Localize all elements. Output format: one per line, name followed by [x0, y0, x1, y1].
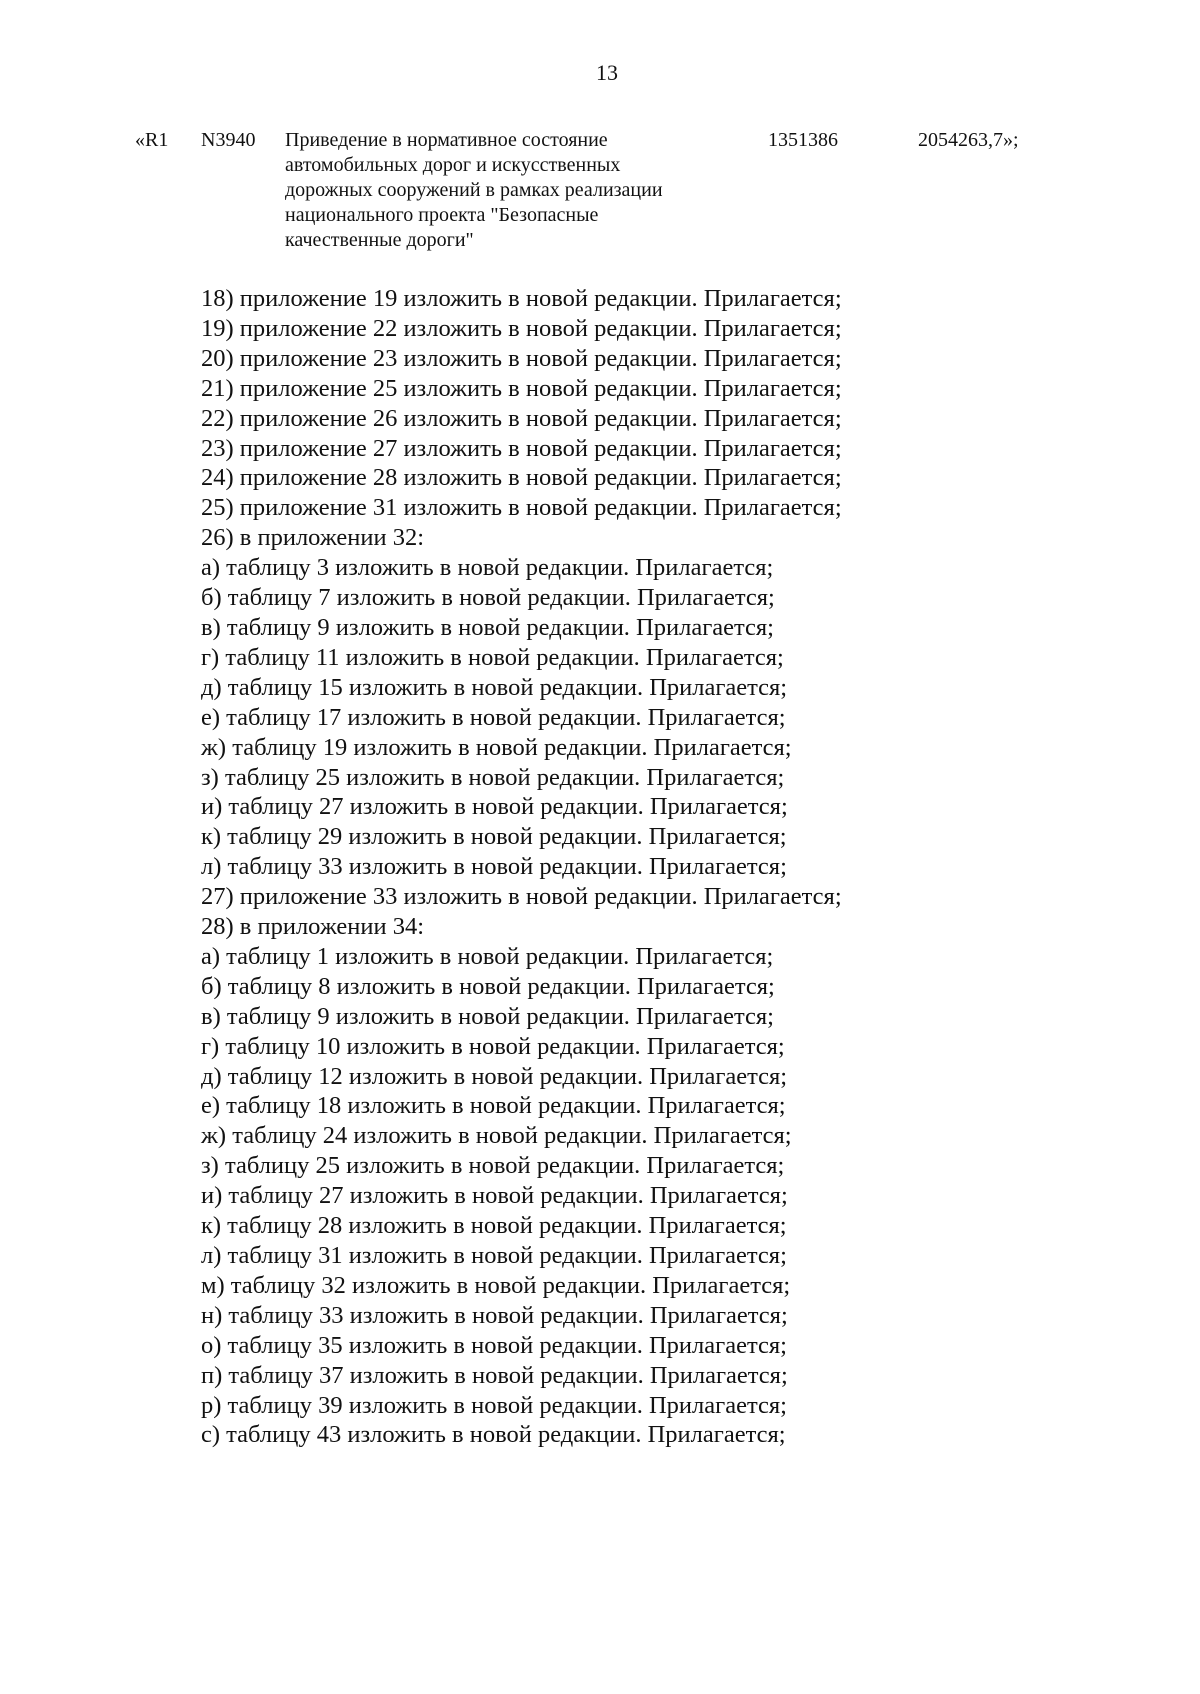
- list-item: м) таблицу 32 изложить в новой редакции. Прилагается;: [201, 1271, 791, 1299]
- description-line: Приведение в нормативное состояние: [285, 129, 608, 151]
- list-item: к) таблицу 28 изложить в новой редакции. Прилагается;: [201, 1212, 787, 1240]
- list-item: б) таблицу 7 изложить в новой редакции. Прилагается;: [201, 584, 775, 612]
- list-item: з) таблицу 25 изложить в новой редакции. Прилагается;: [201, 763, 785, 791]
- description-line: качественные дороги": [285, 229, 474, 251]
- list-item: р) таблицу 39 изложить в новой редакции. Прилагается;: [201, 1391, 787, 1419]
- description-line: национального проекта "Безопасные: [285, 204, 599, 226]
- list-item: и) таблицу 27 изложить в новой редакции. Прилагается;: [201, 1182, 788, 1210]
- amendment-list: [201, 284, 842, 1450]
- list-item: 22) приложение 26 изложить в новой редакции. Прилагается;: [201, 404, 842, 432]
- page-number: 13: [596, 60, 618, 85]
- list-item: к) таблицу 29 изложить в новой редакции. Прилагается;: [201, 823, 787, 851]
- list-item: г) таблицу 11 изложить в новой редакции. Прилагается;: [201, 643, 784, 671]
- list-item: е) таблицу 18 изложить в новой редакции. Прилагается;: [201, 1092, 786, 1120]
- list-item: е) таблицу 17 изложить в новой редакции. Прилагается;: [201, 703, 786, 731]
- list-item: ж) таблицу 24 изложить в новой редакции. Прилагается;: [201, 1122, 792, 1150]
- list-item: а) таблицу 1 изложить в новой редакции. Прилагается;: [201, 942, 774, 970]
- description-line: автомобильных дорог и искусственных: [285, 154, 621, 176]
- list-item: п) таблицу 37 изложить в новой редакции. Прилагается;: [201, 1361, 788, 1389]
- list-item: в) таблицу 9 изложить в новой редакции. Прилагается;: [201, 1002, 774, 1030]
- description-line: дорожных сооружений в рамках реализации: [285, 179, 663, 201]
- list-item: 26) в приложении 32:: [201, 524, 425, 552]
- list-item: а) таблицу 3 изложить в новой редакции. Прилагается;: [201, 554, 774, 582]
- list-item: 21) приложение 25 изложить в новой редакции. Прилагается;: [201, 374, 842, 402]
- list-item: д) таблицу 15 изложить в новой редакции. Прилагается;: [201, 673, 788, 701]
- list-item: ж) таблицу 19 изложить в новой редакции. Прилагается;: [201, 733, 792, 761]
- list-item: в) таблицу 9 изложить в новой редакции. Прилагается;: [201, 613, 774, 641]
- list-item: л) таблицу 31 изложить в новой редакции. Прилагается;: [201, 1242, 787, 1269]
- row-description: [285, 128, 725, 253]
- list-item: с) таблицу 43 изложить в новой редакции. Прилагается;: [201, 1421, 786, 1449]
- list-item: 19) приложение 22 изложить в новой редакции. Прилагается;: [201, 314, 842, 342]
- row-number: 1351386: [768, 129, 838, 151]
- list-item: 20) приложение 23 изложить в новой редакции. Прилагается;: [201, 344, 842, 372]
- list-item: 18) приложение 19 изложить в новой редакции. Прилагается;: [201, 285, 842, 312]
- list-item: и) таблицу 27 изложить в новой редакции. Прилагается;: [201, 793, 788, 821]
- list-item: 28) в приложении 34:: [201, 913, 425, 941]
- row-amount: 2054263,7»;: [918, 129, 1019, 151]
- list-item: о) таблицу 35 изложить в новой редакции. Прилагается;: [201, 1331, 787, 1359]
- list-item: л) таблицу 33 изложить в новой редакции. Прилагается;: [201, 853, 787, 881]
- list-item: 27) приложение 33 изложить в новой редакции. Прилагается;: [201, 883, 842, 911]
- list-item: 24) приложение 28 изложить в новой редакции. Прилагается;: [201, 464, 842, 492]
- row-code: N3940: [201, 129, 256, 151]
- list-item: б) таблицу 8 изложить в новой редакции. Прилагается;: [201, 972, 775, 1000]
- list-item: н) таблицу 33 изложить в новой редакции. Прилагается;: [201, 1301, 788, 1329]
- list-item: з) таблицу 25 изложить в новой редакции. Прилагается;: [201, 1152, 785, 1180]
- list-item: 25) приложение 31 изложить в новой редакции. Прилагается;: [201, 494, 842, 522]
- list-item: г) таблицу 10 изложить в новой редакции. Прилагается;: [201, 1032, 785, 1060]
- list-item: д) таблицу 12 изложить в новой редакции. Прилагается;: [201, 1062, 788, 1090]
- row-mark: «R1: [135, 129, 169, 151]
- list-item: 23) приложение 27 изложить в новой редакции. Прилагается;: [201, 434, 842, 462]
